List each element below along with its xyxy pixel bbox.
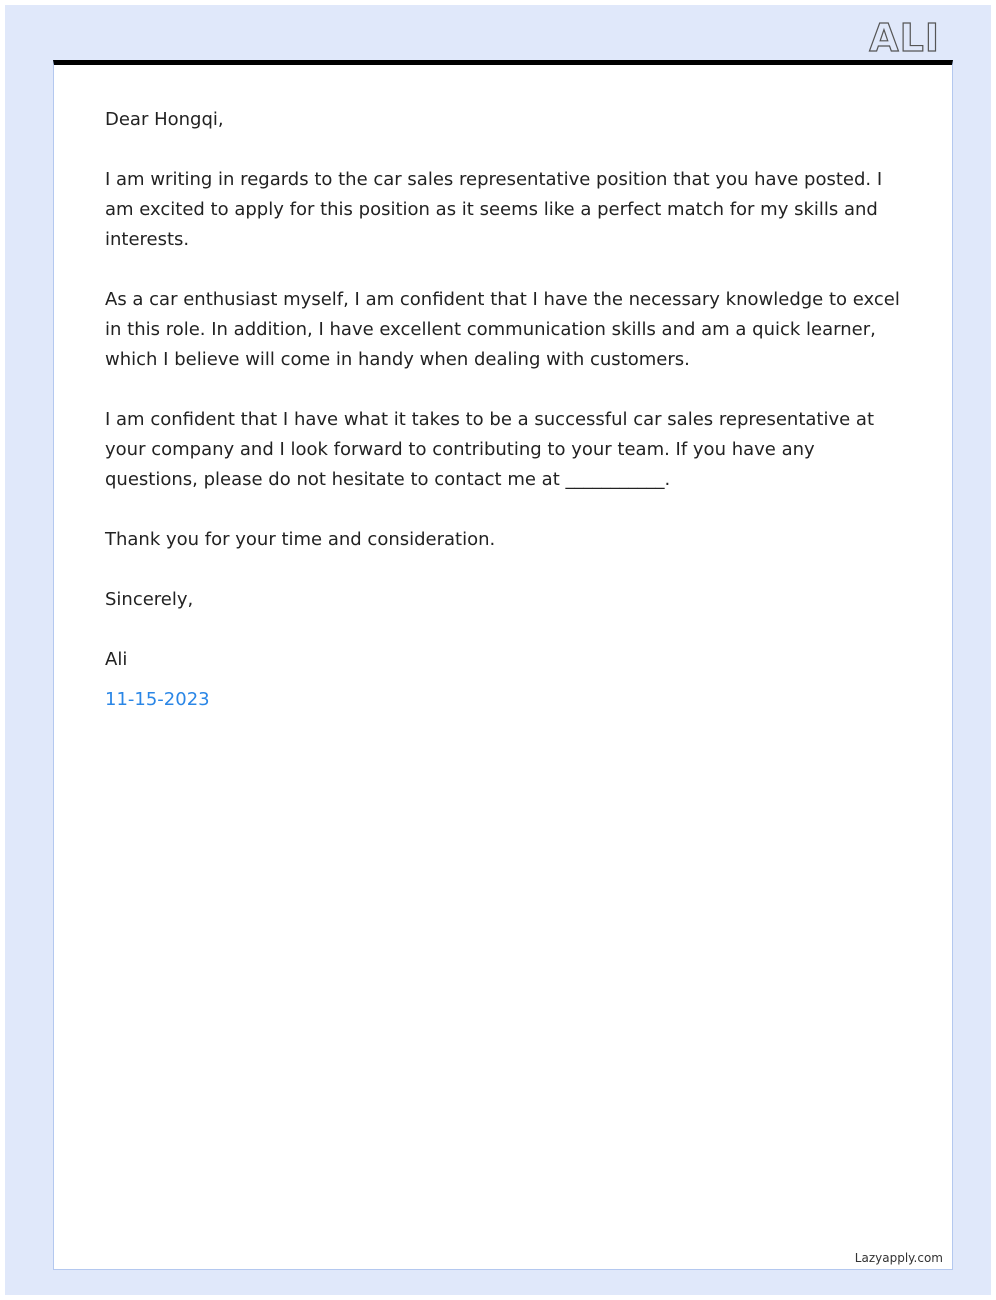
footer-brand: Lazyapply.com	[854, 1251, 943, 1265]
page-background	[5, 5, 991, 1295]
signature-name: Ali	[105, 649, 128, 670]
paragraph-contact: I am confident that I have what it takes to be a successful car sales representative at your company and I look forward to contributing to your team. If you have any questions, please do not hesitate to contact me at ___________.	[105, 409, 875, 490]
paragraph-intro: I am writing in regards to the car sales representative position that you have posted. I am excited to apply for this position as it seems like a perfect match for my skills and interests.	[105, 169, 883, 250]
paragraph-thanks: Thank you for your time and consideration.	[105, 529, 496, 550]
closing: Sincerely,	[105, 589, 194, 610]
paragraph-qualifications: As a car enthusiast myself, I am confident that I have the necessary knowledge to excel in this role. In addition, I have excellent communication skills and am a quick learner, which I believe will come in handy when dealing with customers.	[105, 289, 900, 370]
letter-date: 11-15-2023	[105, 689, 210, 710]
salutation: Dear Hongqi,	[105, 109, 224, 130]
header-name-logo: ALI	[869, 16, 940, 60]
letter-body	[105, 105, 900, 715]
letter-sheet	[53, 60, 953, 1270]
